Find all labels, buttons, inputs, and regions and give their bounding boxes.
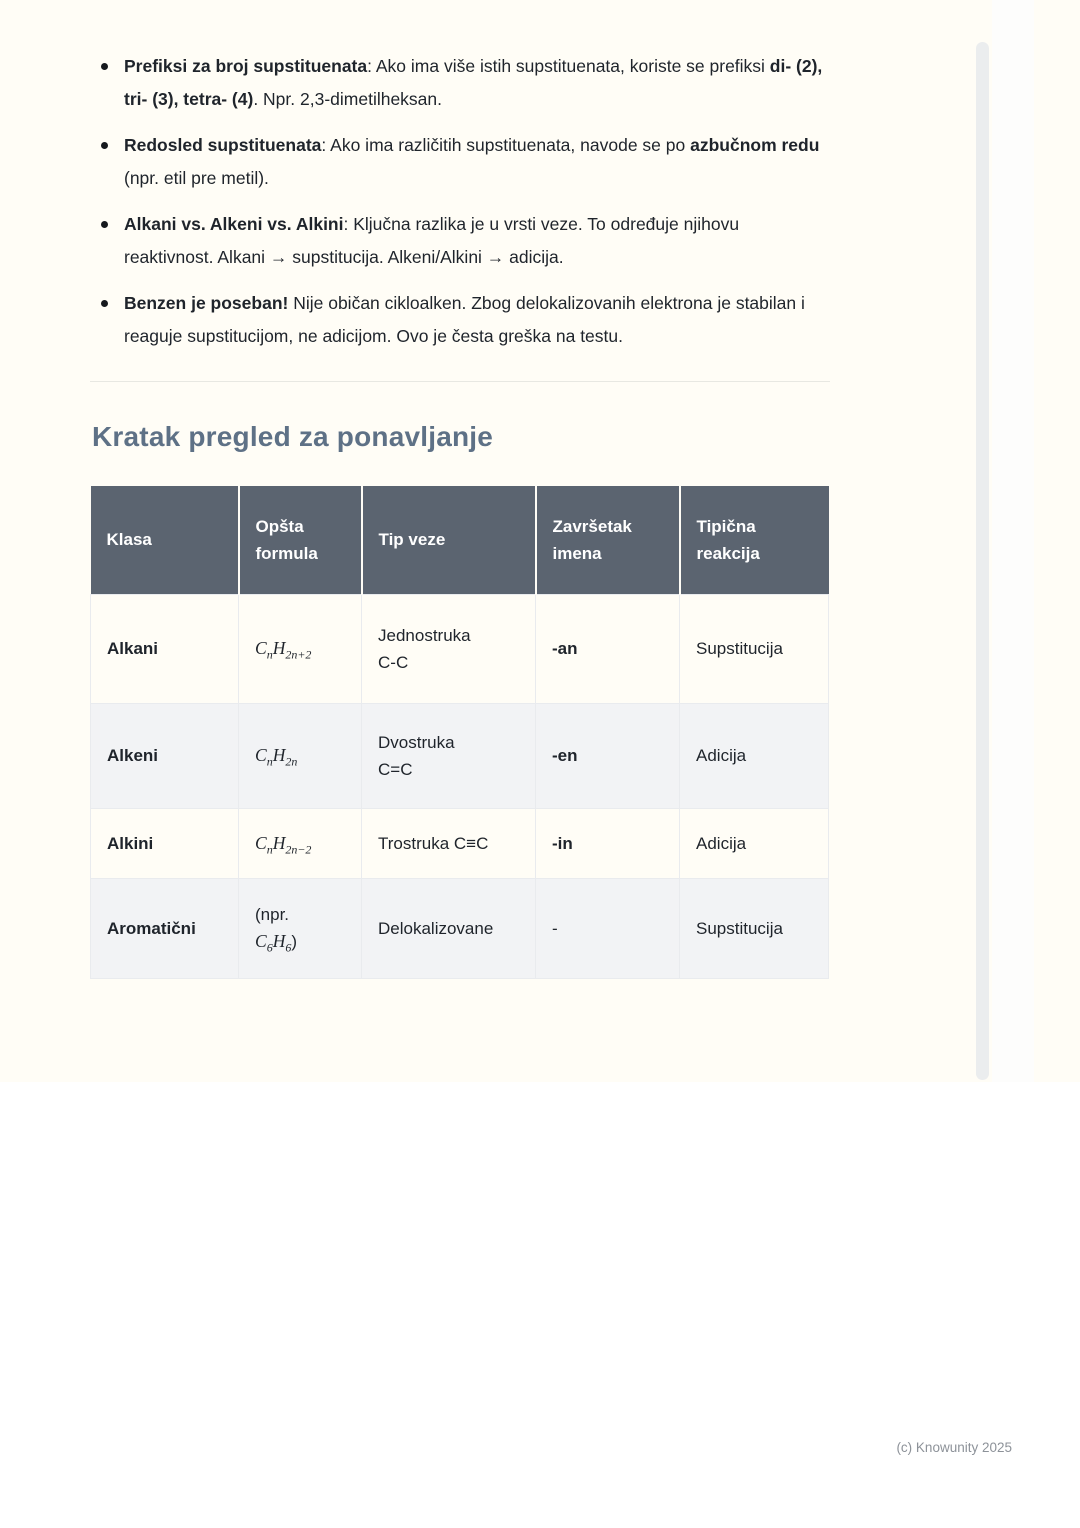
formula-subscript: 6 xyxy=(266,940,273,955)
table-row-alkeni xyxy=(91,703,829,808)
note-text: : Ako ima različitih supstituenata, navode se po xyxy=(321,135,691,155)
cell-klasa: Aromatični xyxy=(91,878,239,978)
document-content xyxy=(90,0,830,979)
formula-symbol: C xyxy=(255,832,267,853)
header-cell-opsta-formula: Opšta formula xyxy=(239,486,362,594)
cell-formula xyxy=(239,808,362,878)
note-term: Prefiksi za broj supstituenata xyxy=(124,56,368,76)
header-cell-zavrsetak-imena: Završetak imena xyxy=(536,486,680,594)
formula-symbol: H xyxy=(272,745,286,765)
cell-formula xyxy=(239,878,362,978)
table-row-aromaticni xyxy=(91,878,829,978)
note-term: azbučnom redu xyxy=(690,135,820,155)
bond-type-line: Jednostruka xyxy=(378,625,471,645)
cell-formula xyxy=(239,703,362,808)
cell-tip-veze xyxy=(362,594,536,703)
cell-tip-veze xyxy=(362,878,536,978)
formula-symbol: C xyxy=(255,638,267,658)
note-text: : Ako ima više istih supstituenata, koriste se prefiksi xyxy=(367,56,770,76)
cell-tip-veze xyxy=(362,808,536,878)
formula-symbol: C xyxy=(255,931,267,951)
cell-reakcija: Supstitucija xyxy=(680,594,829,703)
formula-subscript: 2n xyxy=(285,754,298,769)
chemical-formula xyxy=(255,638,312,662)
bond-type-line: C-C xyxy=(378,652,409,672)
bond-type-line: Trostruka C≡C xyxy=(378,833,489,853)
formula-subscript: 6 xyxy=(285,940,292,955)
formula-symbol: H xyxy=(272,638,286,658)
header-cell-tipicna-reakcija: Tipična reakcija xyxy=(680,486,829,594)
scrollbar-gutter xyxy=(992,0,1034,1082)
cell-klasa: Alkini xyxy=(91,808,239,878)
table-row-alkini xyxy=(91,808,829,878)
formula-prefix: (npr. xyxy=(255,905,290,924)
scrollbar-thumb[interactable] xyxy=(976,42,989,1080)
note-text: . Npr. 2,3-dimetilheksan. xyxy=(253,89,443,109)
footer-copyright: (c) Knowunity 2025 xyxy=(896,1440,1012,1455)
chemical-formula xyxy=(255,832,312,856)
header-cell-tip-veze: Tip veze xyxy=(362,486,536,594)
cell-zavrsetak: -in xyxy=(536,808,680,878)
formula-symbol: H xyxy=(272,931,286,951)
note-text: (npr. etil pre metil). xyxy=(124,168,269,188)
table-row-alkani xyxy=(91,594,829,703)
note-item-prefixes xyxy=(124,50,830,116)
section-title: Kratak pregled za ponavljanje xyxy=(92,421,494,452)
note-text: : Ključna razlika je u vrsti veze. To određuje njihovu reaktivnost. Alkani → supstitucija. Alkeni/Alkini → adicija. xyxy=(124,214,740,267)
cell-reakcija: Supstitucija xyxy=(680,878,829,978)
review-table xyxy=(90,486,829,979)
formula-subscript: n xyxy=(266,842,273,856)
cell-formula xyxy=(239,594,362,703)
note-term: Redosled supstituenata xyxy=(124,135,322,155)
section-divider xyxy=(90,381,830,382)
cell-klasa: Alkani xyxy=(91,594,239,703)
note-term: Benzen je poseban! xyxy=(124,293,289,313)
header-cell-klasa: Klasa xyxy=(91,486,239,594)
bond-type-line: Delokalizovane xyxy=(378,918,494,938)
formula-subscript: 2n+2 xyxy=(285,647,312,662)
note-item-benzen xyxy=(124,287,830,353)
chemical-formula xyxy=(255,931,292,955)
note-term: Alkani vs. Alkeni vs. Alkini xyxy=(124,214,344,234)
bond-type-line: Dvostruka xyxy=(378,732,455,752)
note-item-alkani-vs-alkeni xyxy=(124,208,830,274)
cell-klasa: Alkeni xyxy=(91,703,239,808)
formula-symbol: C xyxy=(255,745,267,765)
cell-reakcija: Adicija xyxy=(680,703,829,808)
formula-suffix: ) xyxy=(291,932,297,951)
note-text: Nije običan cikloalken. Zbog delokalizovanih elektrona je stabilan i reaguje supstitucijom, ne adicijom. Ovo je česta greška na testu. xyxy=(124,293,805,346)
formula-subscript: 2n−2 xyxy=(285,842,312,856)
note-term: di- (2), tri- (3), tetra- (4) xyxy=(124,56,823,109)
formula-subscript: n xyxy=(266,647,273,662)
chemical-formula xyxy=(255,745,298,769)
note-item-substituent-order xyxy=(124,129,830,195)
cell-zavrsetak: - xyxy=(536,878,680,978)
formula-subscript: n xyxy=(266,754,273,769)
bond-type-line: C=C xyxy=(378,759,413,779)
formula-line xyxy=(255,928,345,955)
cell-zavrsetak: -en xyxy=(536,703,680,808)
table-header-row xyxy=(91,486,829,594)
cell-tip-veze xyxy=(362,703,536,808)
key-points-list xyxy=(90,50,830,353)
formula-symbol: H xyxy=(272,832,286,853)
cell-zavrsetak: -an xyxy=(536,594,680,703)
cell-reakcija: Adicija xyxy=(680,808,829,878)
